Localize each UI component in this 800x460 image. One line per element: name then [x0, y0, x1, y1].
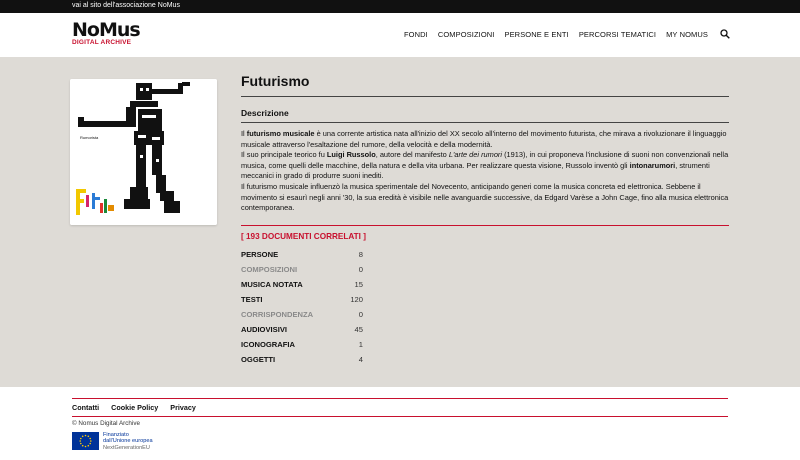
count-row-musica-notata[interactable]: MUSICA NOTATA 15 [241, 280, 363, 289]
page-title: Futurismo [241, 73, 310, 89]
top-bar [0, 0, 800, 13]
count-row-composizioni: COMPOSIZIONI 0 [241, 265, 363, 274]
count-row-corrispondenza: CORRISPONDENZA 0 [241, 310, 363, 319]
nav-percorsi-tematici[interactable]: PERCORSI TEMATICI [578, 29, 657, 39]
futurism-artwork-image [70, 79, 217, 225]
description-paragraph-3: Il futurismo musicale influenzò la musica sperimentale del Novecento, anticipando generi come la musica concreta ed elettronica. Sebbene il movimento si esaurì negli anni '30, la sua eredità è visibile nelle avanguardie successive, da Edgard Varèse a John Cage, fino alla musica elettronica contemporanea. [241, 181, 729, 213]
footer-links [72, 403, 196, 412]
eu-funding-badge [72, 432, 153, 451]
footer-link-cookie-policy[interactable]: Cookie Policy [111, 403, 159, 412]
count-row-audiovisivi[interactable]: AUDIOVISIVI 45 [241, 325, 363, 334]
association-site-link[interactable]: vai al sito dell'associazione NoMus [72, 2, 180, 9]
nomus-logo[interactable] [72, 21, 142, 51]
search-icon[interactable] [720, 29, 730, 39]
main-content [0, 57, 800, 387]
related-counts-list [241, 247, 363, 367]
footer-top-divider [72, 398, 728, 399]
nav-persone-enti[interactable]: PERSONE E ENTI [504, 29, 569, 39]
nav-composizioni[interactable]: COMPOSIZIONI [437, 29, 495, 39]
count-row-iconografia[interactable]: ICONOGRAFIA 1 [241, 340, 363, 349]
nav-my-nomus[interactable]: MY NOMUS [666, 29, 708, 39]
count-row-persone[interactable]: PERSONE 8 [241, 250, 363, 259]
count-row-testi[interactable]: TESTI 120 [241, 295, 363, 304]
description-text [241, 129, 729, 214]
count-row-oggetti[interactable]: OGGETTI 4 [241, 355, 363, 364]
title-divider [241, 96, 729, 97]
site-footer [0, 387, 800, 460]
eu-line-3: NextGenerationEU [103, 444, 150, 451]
eu-line-1: Finanziato [103, 432, 129, 438]
site-header [0, 13, 800, 57]
main-nav [404, 29, 730, 39]
description-paragraph-1: Il futurismo musicale è una corrente artistica nata all'inizio del XX secolo all'interno del movimento futurista, che mirava a rivoluzionare il linguaggio musicale attraverso l'esaltazione del rumore, della velocità e della modernità. [241, 129, 727, 149]
eu-line-2: dall'Unione europea [103, 438, 153, 445]
footer-bottom-divider [72, 416, 728, 417]
image-caption: Rumorista [80, 135, 99, 140]
logo-main-text: NoMus [72, 19, 140, 41]
related-divider [241, 225, 729, 226]
eu-funding-text [103, 432, 153, 451]
footer-link-contatti[interactable]: Contatti [72, 403, 100, 412]
description-heading: Descrizione [241, 108, 289, 118]
eu-flag-icon [72, 432, 99, 450]
description-divider [241, 122, 729, 123]
topic-image-card[interactable] [70, 79, 217, 225]
description-paragraph-2: Il suo principale teorico fu Luigi Russolo, autore del manifesto L'arte dei rumori (1913), in cui proponeva l'inclusione di suoni non convenzionali nella musica, come quelli delle macchine, della natura e della vita urbana. Per realizzare questa visione, Russolo inventò gli intonarumori, strumenti meccanici in grado di produrre suoni inediti. [241, 150, 729, 181]
nav-fondi[interactable]: FONDI [404, 29, 428, 39]
copyright-text: © Nomus Digital Archive [72, 420, 140, 427]
related-documents-title: [ 193 DOCUMENTI CORRELATI ] [241, 232, 366, 241]
logo-sub-text: DIGITAL ARCHIVE [72, 39, 132, 46]
footer-link-privacy[interactable]: Privacy [170, 403, 196, 412]
